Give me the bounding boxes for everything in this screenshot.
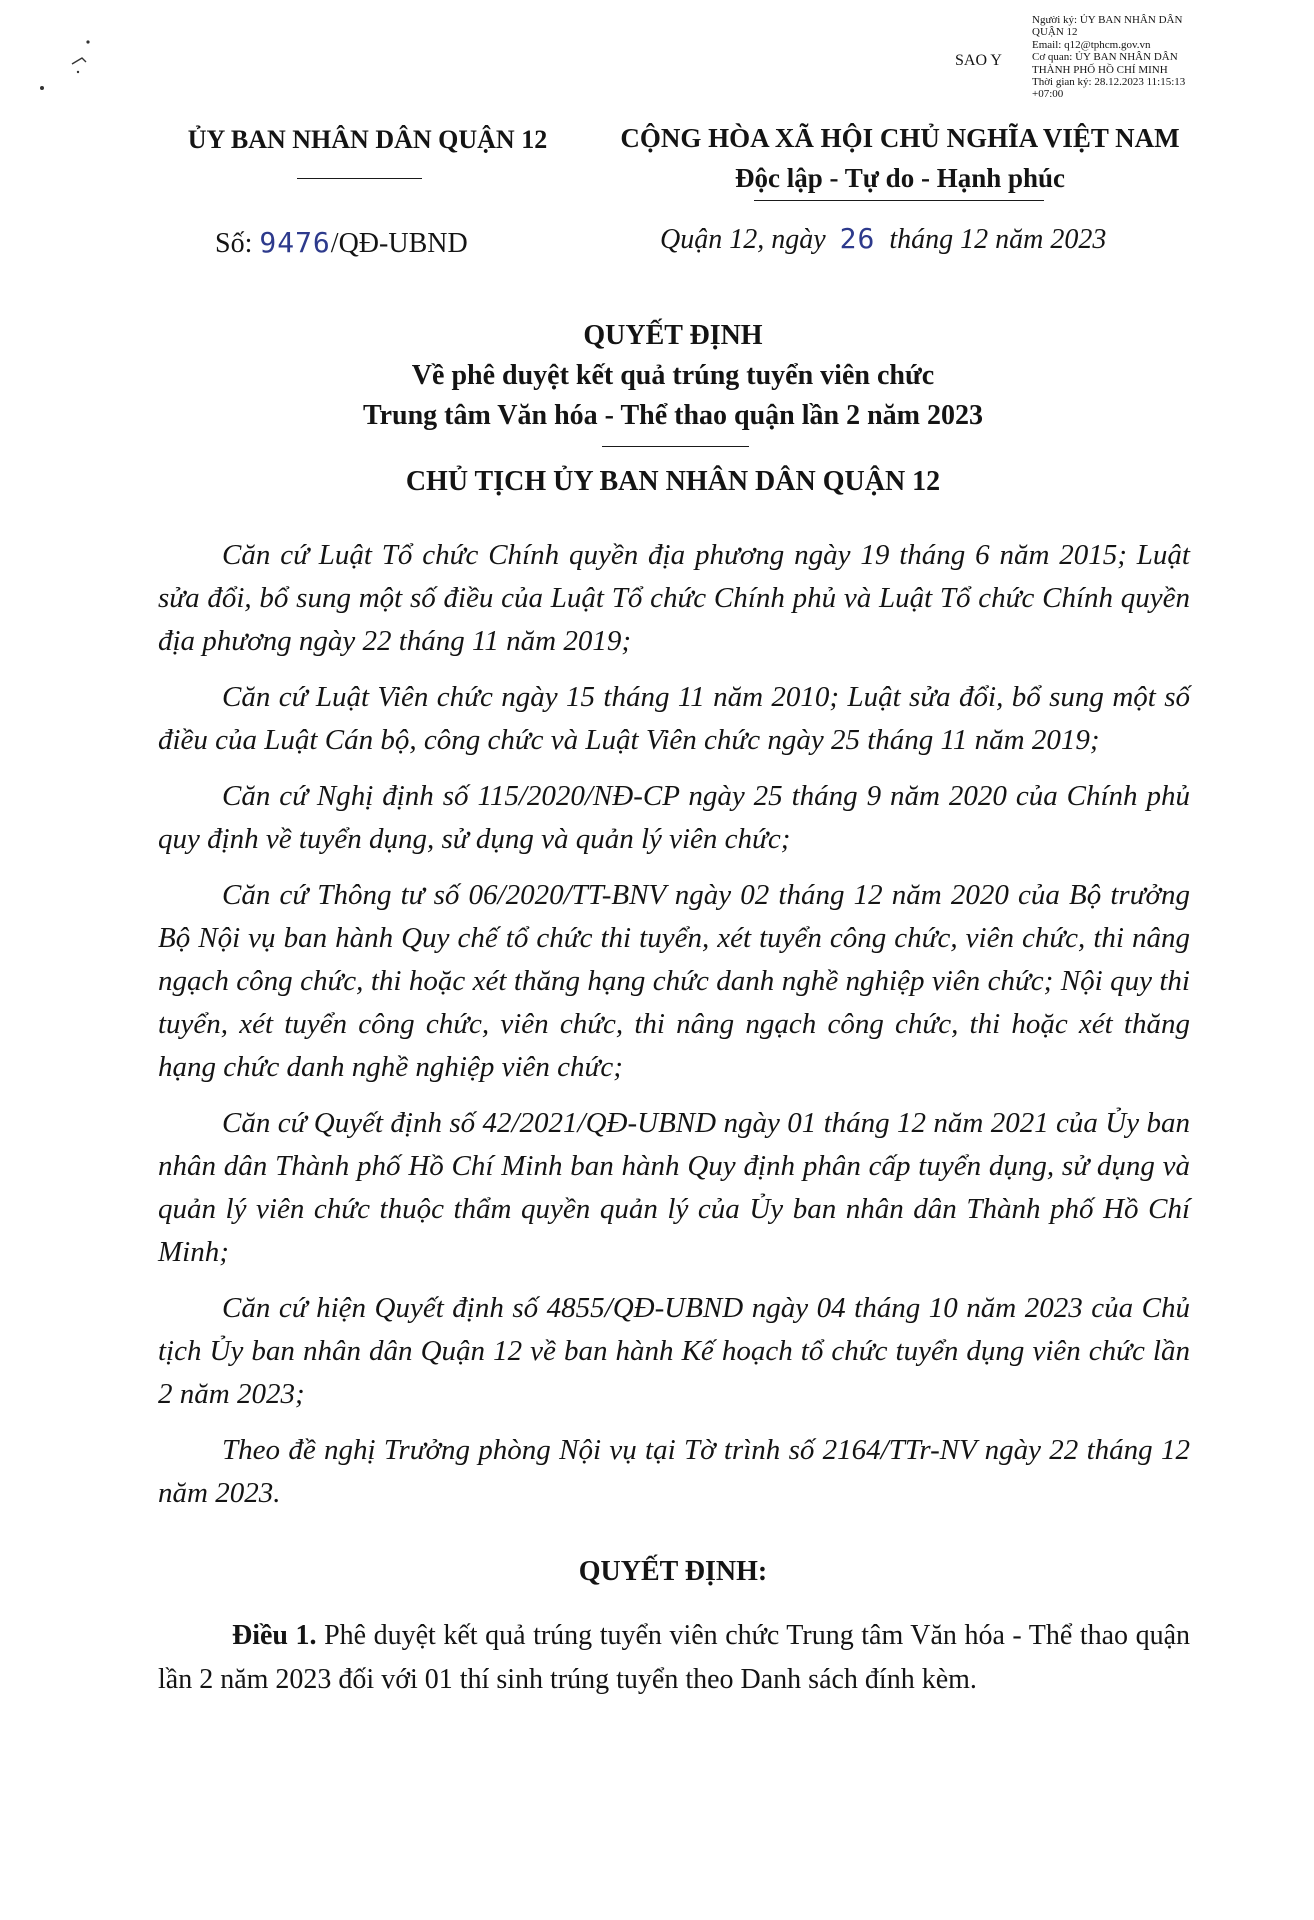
signature-line: Thời gian ký: 28.12.2023 11:15:13 xyxy=(1032,76,1186,89)
document-title xyxy=(160,316,1186,436)
motto-underline xyxy=(754,200,1044,201)
country-name: CỘNG HÒA XÃ HỘI CHỦ NGHĨA VIỆT NAM xyxy=(620,123,1180,153)
article-1 xyxy=(158,1614,1190,1702)
copy-label: SAO Y xyxy=(955,52,1002,69)
signature-line: Người ký: ỦY BAN NHÂN DÂN xyxy=(1032,14,1183,26)
agency-underline xyxy=(297,178,422,179)
article-1-label: Điều 1. xyxy=(232,1620,317,1651)
signature-line: Email: q12@tphcm.gov.vn xyxy=(1032,38,1151,51)
basis-paragraph: Căn cứ Luật Viên chức ngày 15 tháng 11 năm 2010; Luật sửa đổi, bổ sung một số điều của Luật Cán bộ, công chức và Luật Viên chức ngày 25 tháng 11 năm 2019; xyxy=(158,681,1190,756)
scan-specks xyxy=(30,30,110,100)
basis-paragraph: Căn cứ Thông tư số 06/2020/TT-BNV ngày 02 tháng 12 năm 2020 của Bộ trưởng Bộ Nội vụ ban hành Quy chế tổ chức thi tuyển, xét tuyển công chức, viên chức, thi nâng ngạch công chức, thi hoặc xét thăng hạng chức danh nghề nghiệp viên chức; Nội quy thi tuyển, xét tuyển công chức, viên chức, thi nâng ngạch công chức, thi hoặc xét thăng hạng chức danh nghề nghiệp viên chức; xyxy=(158,879,1190,1083)
issuing-agency: ỦY BAN NHÂN DÂN QUẬN 12 xyxy=(187,125,548,154)
document-number xyxy=(215,226,468,260)
basis-paragraph: Theo đề nghị Trưởng phòng Nội vụ tại Tờ trình số 2164/TTr-NV ngày 22 tháng 12 năm 2023. xyxy=(158,1434,1190,1509)
basis-paragraph: Căn cứ Nghị định số 115/2020/NĐ-CP ngày 25 tháng 9 năm 2020 của Chính phủ quy định về tuyển dụng, sử dụng và quản lý viên chức; xyxy=(158,780,1190,855)
national-heading xyxy=(590,118,1210,198)
handwritten-day: 26 xyxy=(839,222,876,255)
title-line-1: Về phê duyệt kết quả trúng tuyển viên chức xyxy=(411,360,935,391)
signature-line: +07:00 xyxy=(1032,88,1064,101)
date-suffix: tháng 12 năm 2023 xyxy=(889,224,1107,255)
article-1-text: Phê duyệt kết quả trúng tuyển viên chức Trung tâm Văn hóa - Thể thao quận lần 2 năm 2023 đối với 01 thí sinh trúng tuyển theo Danh sách đính kèm. xyxy=(158,1620,1191,1695)
number-prefix: Số: xyxy=(215,228,253,259)
date-prefix: Quận 12, ngày xyxy=(660,224,826,255)
title-line-2: Trung tâm Văn hóa - Thể thao quận lần 2 năm 2023 xyxy=(362,400,984,431)
basis-paragraph: Căn cứ Luật Tổ chức Chính quyền địa phương ngày 19 tháng 6 năm 2015; Luật sửa đổi, bổ sung một số điều của Luật Tổ chức Chính phủ và Luật Tổ chức Chính quyền địa phương ngày 22 tháng 11 năm 2019; xyxy=(158,539,1190,657)
signature-line: Cơ quan: ỦY BAN NHÂN DÂN xyxy=(1032,51,1178,64)
number-suffix: /QĐ-UBND xyxy=(330,228,468,259)
national-motto: Độc lập - Tự do - Hạnh phúc xyxy=(734,163,1066,193)
basis-paragraph: Căn cứ Quyết định số 42/2021/QĐ-UBND ngày 01 tháng 12 năm 2021 của Ủy ban nhân dân Thành phố Hồ Chí Minh ban hành Quy định phân cấp tuyển dụng, sử dụng và quản lý viên chức thuộc thẩm quyền quản lý của Ủy ban nhân dân Thành phố Hồ Chí Minh; xyxy=(158,1107,1190,1268)
title-underline xyxy=(602,446,749,447)
document-date xyxy=(660,222,1106,256)
signature-line: QUẬN 12 xyxy=(1032,26,1078,39)
issuing-authority: CHỦ TỊCH ỦY BAN NHÂN DÂN QUẬN 12 xyxy=(405,466,941,497)
signature-line: THÀNH PHỐ HỒ CHÍ MINH xyxy=(1032,63,1168,76)
handwritten-number: 9476 xyxy=(259,226,331,259)
decision-heading: QUYẾT ĐỊNH: xyxy=(578,1556,768,1587)
basis-paragraph: Căn cứ hiện Quyết định số 4855/QĐ-UBND ngày 04 tháng 10 năm 2023 của Chủ tịch Ủy ban nhân dân Quận 12 về ban hành Kế hoạch tổ chức tuyển dụng viên chức lần 2 năm 2023; xyxy=(158,1292,1190,1410)
title-main: QUYẾT ĐỊNH xyxy=(583,320,763,351)
digital-signature-block xyxy=(1032,14,1294,101)
legal-bases xyxy=(158,534,1190,1528)
